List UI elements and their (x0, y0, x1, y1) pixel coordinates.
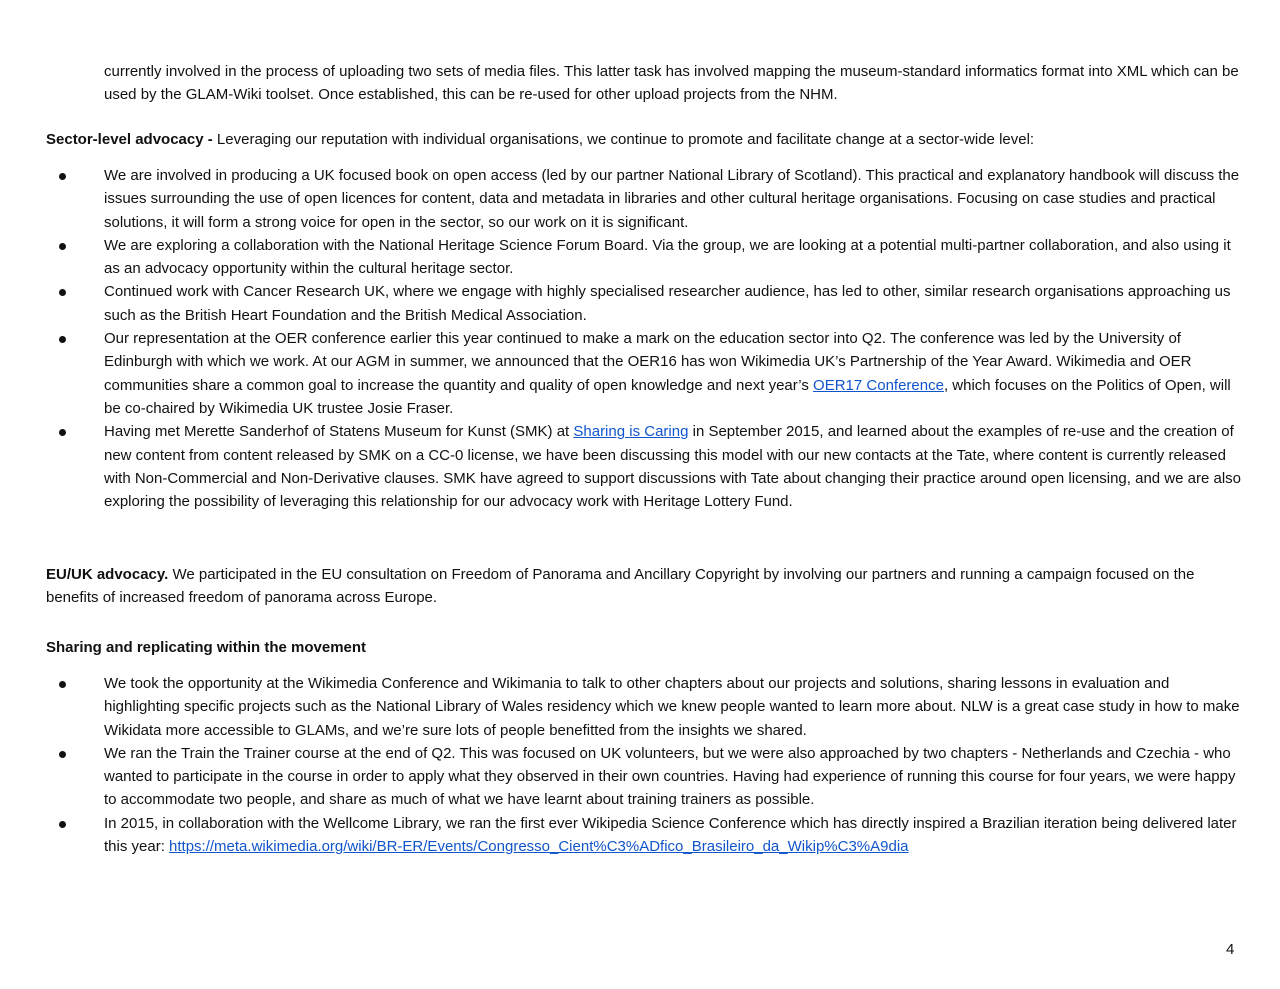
sector-advocacy-lead: Leveraging our reputation with individual organisations, we continue to promote and facilitate change at a sector-wide level: (212, 131, 1035, 148)
list-item (46, 812, 1241, 859)
list-item-text: We ran the Train the Trainer course at the end of Q2. This was focused on UK volunteers, but we were also approached by two chapters - Netherlands and Czechia - who wanted to participate in the course in order to apply what they observed in their own countries. Having had experience of running this course for four years, we were happy to accommodate two people, and share as much of what we have learnt about training trainers as possible. (104, 744, 1236, 809)
list-item-text: Having met Merette Sanderhof of Statens Museum for Kunst (SMK) at (104, 423, 574, 441)
list-item-text: In 2015, in collaboration with the Wellcome Library, we ran the first ever Wikipedia Science Conference which has directly inspired a Brazilian iteration being delivered later this year: (104, 814, 1237, 856)
oer17-conference-link[interactable]: OER17 Conference (813, 376, 944, 394)
bullet-icon (59, 289, 66, 296)
list-item (46, 234, 1241, 281)
list-item-text: We are exploring a collaboration with the National Heritage Science Forum Board. Via the group, we are looking at a potential multi-partner collaboration, and also using it as an advocacy opportunity within the cultural heritage sector. (104, 236, 1231, 278)
sharing-heading: Sharing and replicating within the movement (46, 639, 367, 656)
sharing-is-caring-link[interactable]: Sharing is Caring (573, 423, 689, 441)
bullet-icon (59, 429, 66, 436)
list-item (46, 672, 1241, 742)
list-item (46, 327, 1241, 420)
list-item-text: Our representation at the OER conference earlier this year continued to make a mark on the education sector into Q2. The conference was led by the University of Edinburgh with which we work. At our AGM in summer, we announced that the OER16 has won Wikimedia UK’s Partnership of the Year Award. Wikimedia and OER communities share a common goal to increase the quantity and quality of open knowledge and next year’s (104, 330, 1192, 394)
eu-advocacy-paragraph (46, 563, 1241, 610)
brazilian-conference-link[interactable]: https://meta.wikimedia.org/wiki/BR-ER/Events/Congresso_Cient%C3%ADfico_Brasileiro_da_Wikip%C3%A9dia (169, 838, 909, 856)
sector-advocacy-heading: Sector-level advocacy - (46, 131, 213, 148)
sector-advocacy-list (46, 164, 1241, 513)
bullet-icon (59, 821, 66, 828)
bullet-icon (59, 243, 66, 250)
bullet-icon (59, 681, 66, 688)
intro-continuation: currently involved in the process of uploading two sets of media files. This latter task has involved mapping the museum-standard informatics format into XML which can be used by the GLAM-Wiki toolset. Once established, this can be re-used for other upload projects from the NHM. (104, 63, 1239, 104)
list-item (46, 742, 1241, 812)
page-number: 4 (1226, 941, 1235, 958)
list-item (46, 280, 1241, 327)
list-item (46, 164, 1241, 234)
list-item (46, 420, 1241, 513)
eu-advocacy-text: We participated in the EU consultation on Freedom of Panorama and Ancillary Copyright by involving our partners and running a campaign focused on the benefits of increased freedom of panorama across Europe. (46, 566, 1195, 607)
bullet-icon (59, 751, 66, 758)
eu-advocacy-heading: EU/UK advocacy. (46, 566, 169, 583)
list-item-text: in September 2015, and learned about the examples of re-use and the creation of new content from content released by SMK on a CC-0 license, we have been discussing this model with our new contacts at the Tate, where content is currently released with Non-Commercial and Non-Derivative clauses. SMK have agreed to support discussions with Tate about changing their practice around open licensing, and we are also exploring the possibility of leveraging this relationship for our advocacy work with Heritage Lottery Fund. (104, 423, 1242, 511)
list-item-text: Continued work with Cancer Research UK, where we engage with highly specialised researcher audience, has led to other, similar research organisations approaching us such as the British Heart Foundation and the British Medical Association. (104, 283, 1231, 324)
list-item-text: , which focuses on the Politics of Open, will be co-chaired by Wikimedia UK trustee Josie Fraser. (104, 376, 1231, 417)
sharing-list (46, 672, 1241, 858)
list-item-text: We are involved in producing a UK focused book on open access (led by our partner National Library of Scotland). This practical and explanatory handbook will discuss the issues surrounding the use of open licences for content, data and metadata in libraries and other cultural heritage organisations. Focusing on case studies and practical solutions, it will form a strong voice for open in the sector, so our work on it is significant. (104, 167, 1240, 231)
bullet-icon (59, 336, 66, 343)
list-item-text: We took the opportunity at the Wikimedia Conference and Wikimania to talk to other chapters about our projects and solutions, sharing lessons in evaluation and highlighting specific projects such as the National Library of Wales residency which we knew people wanted to learn more about. NLW is a great case study in how to make Wikidata more accessible to GLAMs, and we’re sure lots of people benefitted from the insights we shared. (104, 675, 1240, 739)
sector-advocacy-paragraph (46, 128, 1241, 151)
bullet-icon (59, 173, 66, 180)
